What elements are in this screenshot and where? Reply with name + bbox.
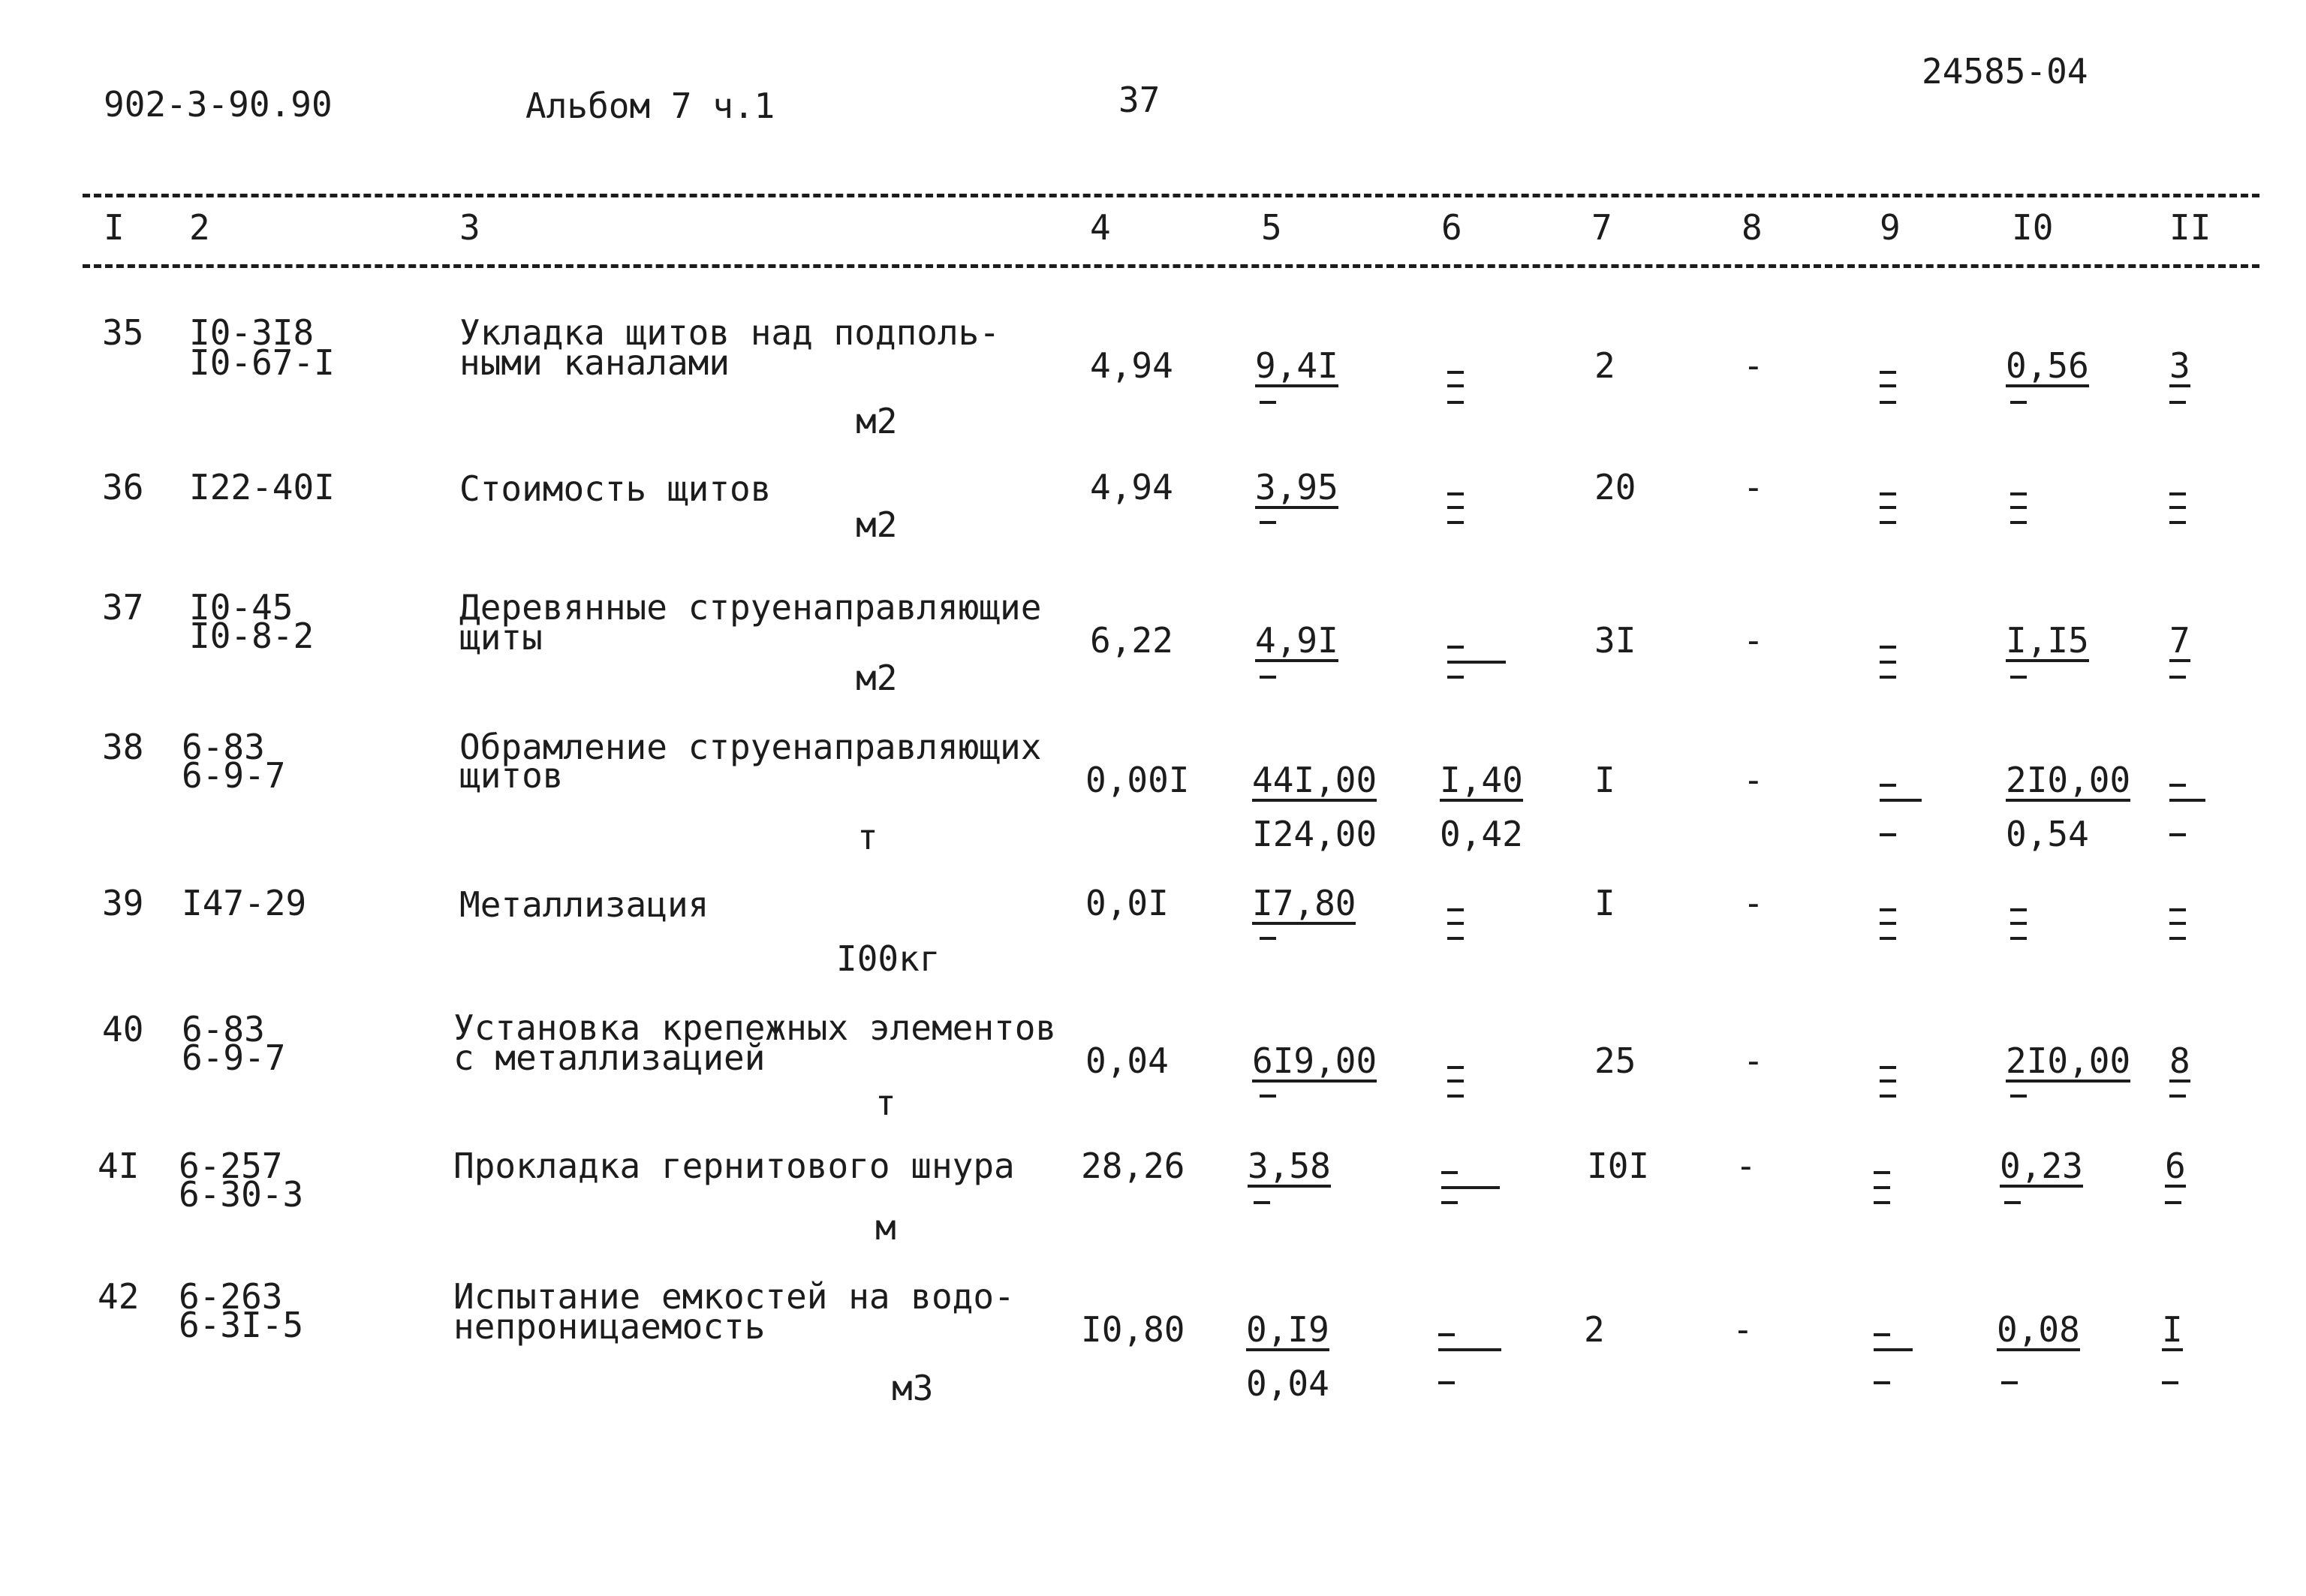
- dash-mark: [2010, 1095, 2027, 1098]
- quantity: 28,26: [1081, 1146, 1185, 1186]
- column-10-value: 2I0,00: [2006, 1040, 2131, 1081]
- dash-mark: [2169, 784, 2186, 787]
- dash-mark: [1880, 833, 1896, 836]
- unit-of-measure: м: [875, 1207, 896, 1248]
- rate-code-secondary: 6-3I-5: [179, 1305, 304, 1345]
- dash-mark: [2010, 401, 2027, 404]
- column-10-value: 0,23: [2000, 1146, 2083, 1186]
- dash-mark: [1447, 1066, 1464, 1069]
- dash-mark: [1880, 521, 1896, 524]
- dash-mark: [1880, 1095, 1896, 1098]
- column-7-value: 2: [1584, 1309, 1605, 1350]
- column-8-value: -: [1743, 620, 1764, 661]
- rate-code: I0-45: [189, 587, 294, 628]
- dash-mark: [1447, 371, 1464, 374]
- dash-mark: [1260, 676, 1276, 679]
- column-header: 9: [1880, 207, 1901, 248]
- dash-mark: [2010, 506, 2027, 509]
- row-number: 36: [102, 467, 144, 507]
- dash-mark: [1880, 384, 1896, 387]
- dash-mark: [2169, 521, 2186, 524]
- column-header: 3: [459, 207, 480, 248]
- work-description: Деревянные струенаправляющие: [459, 587, 1042, 628]
- column-header: I: [104, 207, 125, 248]
- column-6-value: I,40: [1440, 760, 1523, 800]
- quantity: I0,80: [1081, 1309, 1185, 1350]
- unit-of-measure: м2: [856, 504, 898, 545]
- dash-mark: [1441, 1201, 1458, 1204]
- column-8-value: -: [1733, 1309, 1754, 1350]
- dash-mark: [1260, 937, 1276, 940]
- work-description-cont: ными каналами: [459, 342, 730, 383]
- header-rule-top: [83, 194, 2259, 197]
- dash-mark: [1447, 1095, 1464, 1098]
- dash-mark: [1438, 1381, 1455, 1384]
- dash-mark: [2165, 1201, 2181, 1204]
- rate-code-secondary: I0-67-I: [189, 342, 335, 383]
- column-7-value: 3I: [1594, 620, 1636, 661]
- unit-cost: 6I9,00: [1252, 1040, 1377, 1081]
- rate-code: I0-3I8: [189, 312, 315, 353]
- dash-mark: [1447, 506, 1464, 509]
- quantity: 4,94: [1090, 345, 1173, 386]
- dash-mark: [1438, 1333, 1455, 1336]
- page-number: 37: [1118, 80, 1161, 120]
- row-number: 39: [102, 883, 144, 923]
- work-description: Укладка щитов над подполь-: [459, 312, 1001, 353]
- dash-mark: [1880, 1080, 1896, 1083]
- column-8-value: -: [1743, 1040, 1764, 1081]
- unit-of-measure: м2: [856, 658, 898, 698]
- column-10-value: 2I0,00: [2006, 760, 2131, 800]
- dash-mark: [1447, 401, 1464, 404]
- dash-mark: [2169, 833, 2186, 836]
- dash-mark: [2169, 922, 2186, 925]
- dash-mark: [1880, 401, 1896, 404]
- dash-mark: [2001, 1381, 2018, 1384]
- dash-mark: [1447, 384, 1464, 387]
- work-description: Установка крепежных элементов: [453, 1007, 1057, 1048]
- dash-mark: [1447, 492, 1464, 495]
- dash-mark: [1880, 1066, 1896, 1069]
- quantity: 0,00I: [1085, 760, 1190, 800]
- column-10-value: 0,08: [1997, 1309, 2080, 1350]
- rate-code: 6-83: [182, 1009, 265, 1049]
- work-description-cont: непроницаемость: [453, 1306, 766, 1347]
- dash-mark: [2004, 1201, 2021, 1204]
- rate-code-secondary: 6-9-7: [182, 755, 286, 796]
- column-11-value: 8: [2169, 1040, 2190, 1081]
- column-7-value: 20: [1594, 467, 1636, 507]
- unit-cost-secondary: I24,00: [1252, 814, 1377, 854]
- dash-mark: [2010, 922, 2027, 925]
- archive-number: 24585-04: [1922, 51, 2088, 92]
- row-number: 37: [102, 587, 144, 628]
- column-10-value: 0,56: [2006, 345, 2089, 386]
- column-10-value: I,I5: [2006, 620, 2089, 661]
- rate-code: 6-83: [182, 727, 265, 767]
- work-description: Испытание емкостей на водо-: [453, 1276, 1015, 1317]
- dash-mark: [1880, 676, 1896, 679]
- unit-cost: 0,I9: [1246, 1309, 1329, 1350]
- dash-mark: [1874, 1171, 1890, 1174]
- dash-mark: [1254, 1201, 1270, 1204]
- work-description-cont: щиты: [459, 617, 543, 658]
- row-number: 42: [98, 1276, 140, 1317]
- column-header: II: [2169, 207, 2211, 248]
- dash-mark: [1874, 1201, 1890, 1204]
- dash-mark: [2169, 492, 2186, 495]
- quantity: 6,22: [1090, 620, 1173, 661]
- dash-mark: [1260, 401, 1276, 404]
- dash-mark: [1880, 492, 1896, 495]
- work-description: Прокладка гернитового шнура: [453, 1146, 1015, 1186]
- column-7-value: I0I: [1587, 1146, 1650, 1186]
- quantity: 4,94: [1090, 467, 1173, 507]
- dash-mark: [2169, 506, 2186, 509]
- dash-mark: [2010, 908, 2027, 911]
- header-rule-bottom: [83, 264, 2259, 268]
- dash-mark: [1874, 1186, 1890, 1189]
- column-7-value: I: [1594, 883, 1615, 923]
- rate-code-secondary: 6-30-3: [179, 1174, 304, 1215]
- unit-of-measure: т: [875, 1083, 896, 1123]
- dash-mark: [1880, 506, 1896, 509]
- dash-mark: [2169, 937, 2186, 940]
- rate-code: I47-29: [182, 883, 307, 923]
- dash-mark: [1441, 1171, 1458, 1174]
- dash-mark: [2169, 401, 2186, 404]
- column-11-value: I: [2162, 1309, 2183, 1350]
- dash-mark: [2010, 676, 2027, 679]
- dash-mark: [1874, 1333, 1890, 1336]
- column-8-value: -: [1743, 760, 1764, 800]
- unit-of-measure: т: [857, 817, 878, 857]
- rate-code: 6-263: [179, 1276, 283, 1317]
- dash-mark: [1447, 937, 1464, 940]
- dash-mark: [1447, 661, 1506, 664]
- rate-code-secondary: 6-9-7: [182, 1037, 286, 1078]
- work-description-cont: с металлизацией: [453, 1037, 766, 1078]
- column-11-value: 6: [2165, 1146, 2186, 1186]
- dash-mark: [1447, 676, 1464, 679]
- column-7-value: I: [1594, 760, 1615, 800]
- dash-mark: [1441, 1186, 1500, 1189]
- column-header: 6: [1441, 207, 1462, 248]
- work-description: Обрамление струенаправляющих: [459, 727, 1042, 767]
- dash-mark: [2010, 521, 2027, 524]
- column-8-value: -: [1736, 1146, 1757, 1186]
- dash-mark: [1880, 799, 1922, 802]
- unit-cost: 4,9I: [1255, 620, 1338, 661]
- rate-code-secondary: I0-8-2: [189, 616, 315, 656]
- quantity: 0,04: [1085, 1040, 1169, 1081]
- unit-cost: I7,80: [1252, 883, 1356, 923]
- unit-cost: 9,4I: [1255, 345, 1338, 386]
- dash-mark: [1447, 521, 1464, 524]
- column-7-value: 25: [1594, 1040, 1636, 1081]
- dash-mark: [2010, 937, 2027, 940]
- column-header: 8: [1742, 207, 1763, 248]
- work-description: Металлизация: [459, 884, 709, 925]
- dash-mark: [1438, 1348, 1501, 1351]
- column-header: 2: [189, 207, 210, 248]
- rate-code: 6-257: [179, 1146, 283, 1186]
- work-description-cont: щитов: [459, 755, 564, 796]
- dash-mark: [1880, 646, 1896, 649]
- dash-mark: [2169, 908, 2186, 911]
- column-11-value: 7: [2169, 620, 2190, 661]
- column-header: 4: [1090, 207, 1111, 248]
- column-header: 7: [1591, 207, 1612, 248]
- dash-mark: [2162, 1381, 2178, 1384]
- unit-of-measure: I00кг: [836, 938, 941, 979]
- unit-of-measure: м3: [892, 1368, 934, 1408]
- dash-mark: [2169, 676, 2186, 679]
- rate-code: I22-40I: [189, 467, 335, 507]
- column-header: I0: [2012, 207, 2054, 248]
- dash-mark: [2169, 1095, 2186, 1098]
- row-number: 4I: [98, 1146, 140, 1186]
- column-8-value: -: [1743, 883, 1764, 923]
- column-8-value: -: [1743, 345, 1764, 386]
- column-7-value: 2: [1594, 345, 1615, 386]
- column-8-value: -: [1743, 467, 1764, 507]
- dash-mark: [1260, 521, 1276, 524]
- dash-mark: [1880, 937, 1896, 940]
- unit-cost-secondary: 0,04: [1246, 1363, 1329, 1404]
- dash-mark: [1874, 1381, 1890, 1384]
- dash-mark: [1874, 1348, 1913, 1351]
- dash-mark: [1880, 371, 1896, 374]
- unit-cost: 3,58: [1248, 1146, 1331, 1186]
- document-code: 902-3-90.90: [104, 84, 333, 125]
- column-header: 5: [1261, 207, 1282, 248]
- dash-mark: [1880, 908, 1896, 911]
- dash-mark: [2169, 799, 2205, 802]
- dash-mark: [1447, 922, 1464, 925]
- dash-mark: [1880, 922, 1896, 925]
- work-description: Стоимость щитов: [459, 468, 772, 509]
- column-10-secondary: 0,54: [2006, 814, 2089, 854]
- row-number: 38: [102, 727, 144, 767]
- dash-mark: [1880, 784, 1896, 787]
- album-label: Альбом 7 ч.1: [525, 86, 775, 126]
- quantity: 0,0I: [1085, 883, 1169, 923]
- unit-cost: 3,95: [1255, 467, 1338, 507]
- dash-mark: [1880, 661, 1896, 664]
- column-6-secondary: 0,42: [1440, 814, 1523, 854]
- dash-mark: [1447, 908, 1464, 911]
- dash-mark: [1447, 1080, 1464, 1083]
- dash-mark: [2010, 492, 2027, 495]
- unit-cost: 44I,00: [1252, 760, 1377, 800]
- unit-of-measure: м2: [856, 401, 898, 441]
- column-11-value: 3: [2169, 345, 2190, 386]
- dash-mark: [1447, 646, 1464, 649]
- row-number: 35: [102, 312, 144, 353]
- dash-mark: [1260, 1095, 1276, 1098]
- row-number: 40: [102, 1009, 144, 1049]
